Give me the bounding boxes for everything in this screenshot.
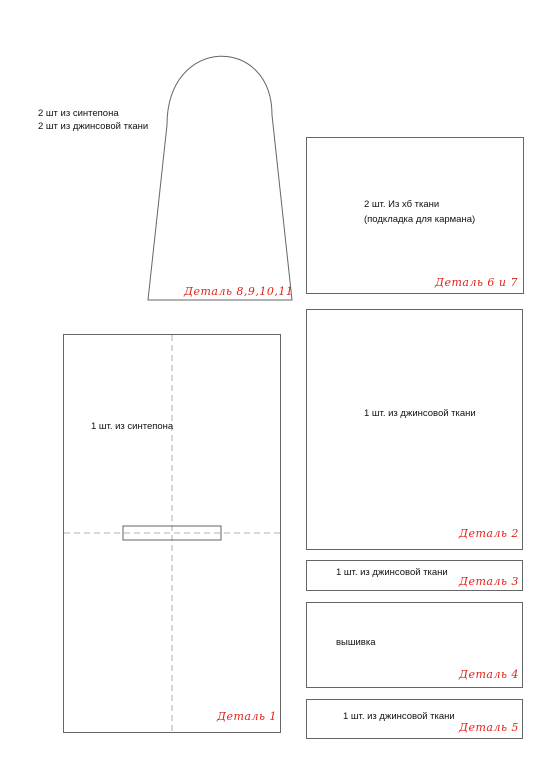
mitten-outline [148, 56, 292, 300]
part5-label: Деталь 5 [459, 721, 519, 734]
part2-piece [306, 309, 523, 550]
part4-text: вышивка [336, 637, 376, 648]
mitten-part-label: Деталь 8,9,10,11 [184, 285, 294, 298]
pocket-lining-line2: (подкладка для кармана) [364, 214, 476, 225]
part5-text: 1 шт. из джинсовой ткани [343, 711, 455, 722]
part1-label: Деталь 1 [217, 710, 277, 723]
mitten-qty-line2: 2 шт из джинсовой ткани [38, 121, 149, 132]
mitten-qty-line1: 2 шт из синтепона [38, 108, 119, 119]
pocket-lining-piece [306, 137, 524, 294]
part5-piece [306, 699, 523, 739]
part3-label: Деталь 3 [459, 575, 519, 588]
part4-label: Деталь 4 [459, 668, 519, 681]
part1-text: 1 шт. из синтепона [91, 421, 174, 432]
part1-piece [63, 334, 281, 733]
part4-piece [306, 602, 523, 688]
part2-label: Деталь 2 [459, 527, 519, 540]
pocket-lining-label: Деталь 6 и 7 [435, 276, 519, 289]
pocket-lining-line1: 2 шт. Из хб ткани [364, 199, 440, 210]
part3-text: 1 шт. из джинсовой ткани [336, 567, 448, 578]
part3-piece [306, 560, 523, 591]
part2-text: 1 шт. из джинсовой ткани [364, 408, 476, 419]
